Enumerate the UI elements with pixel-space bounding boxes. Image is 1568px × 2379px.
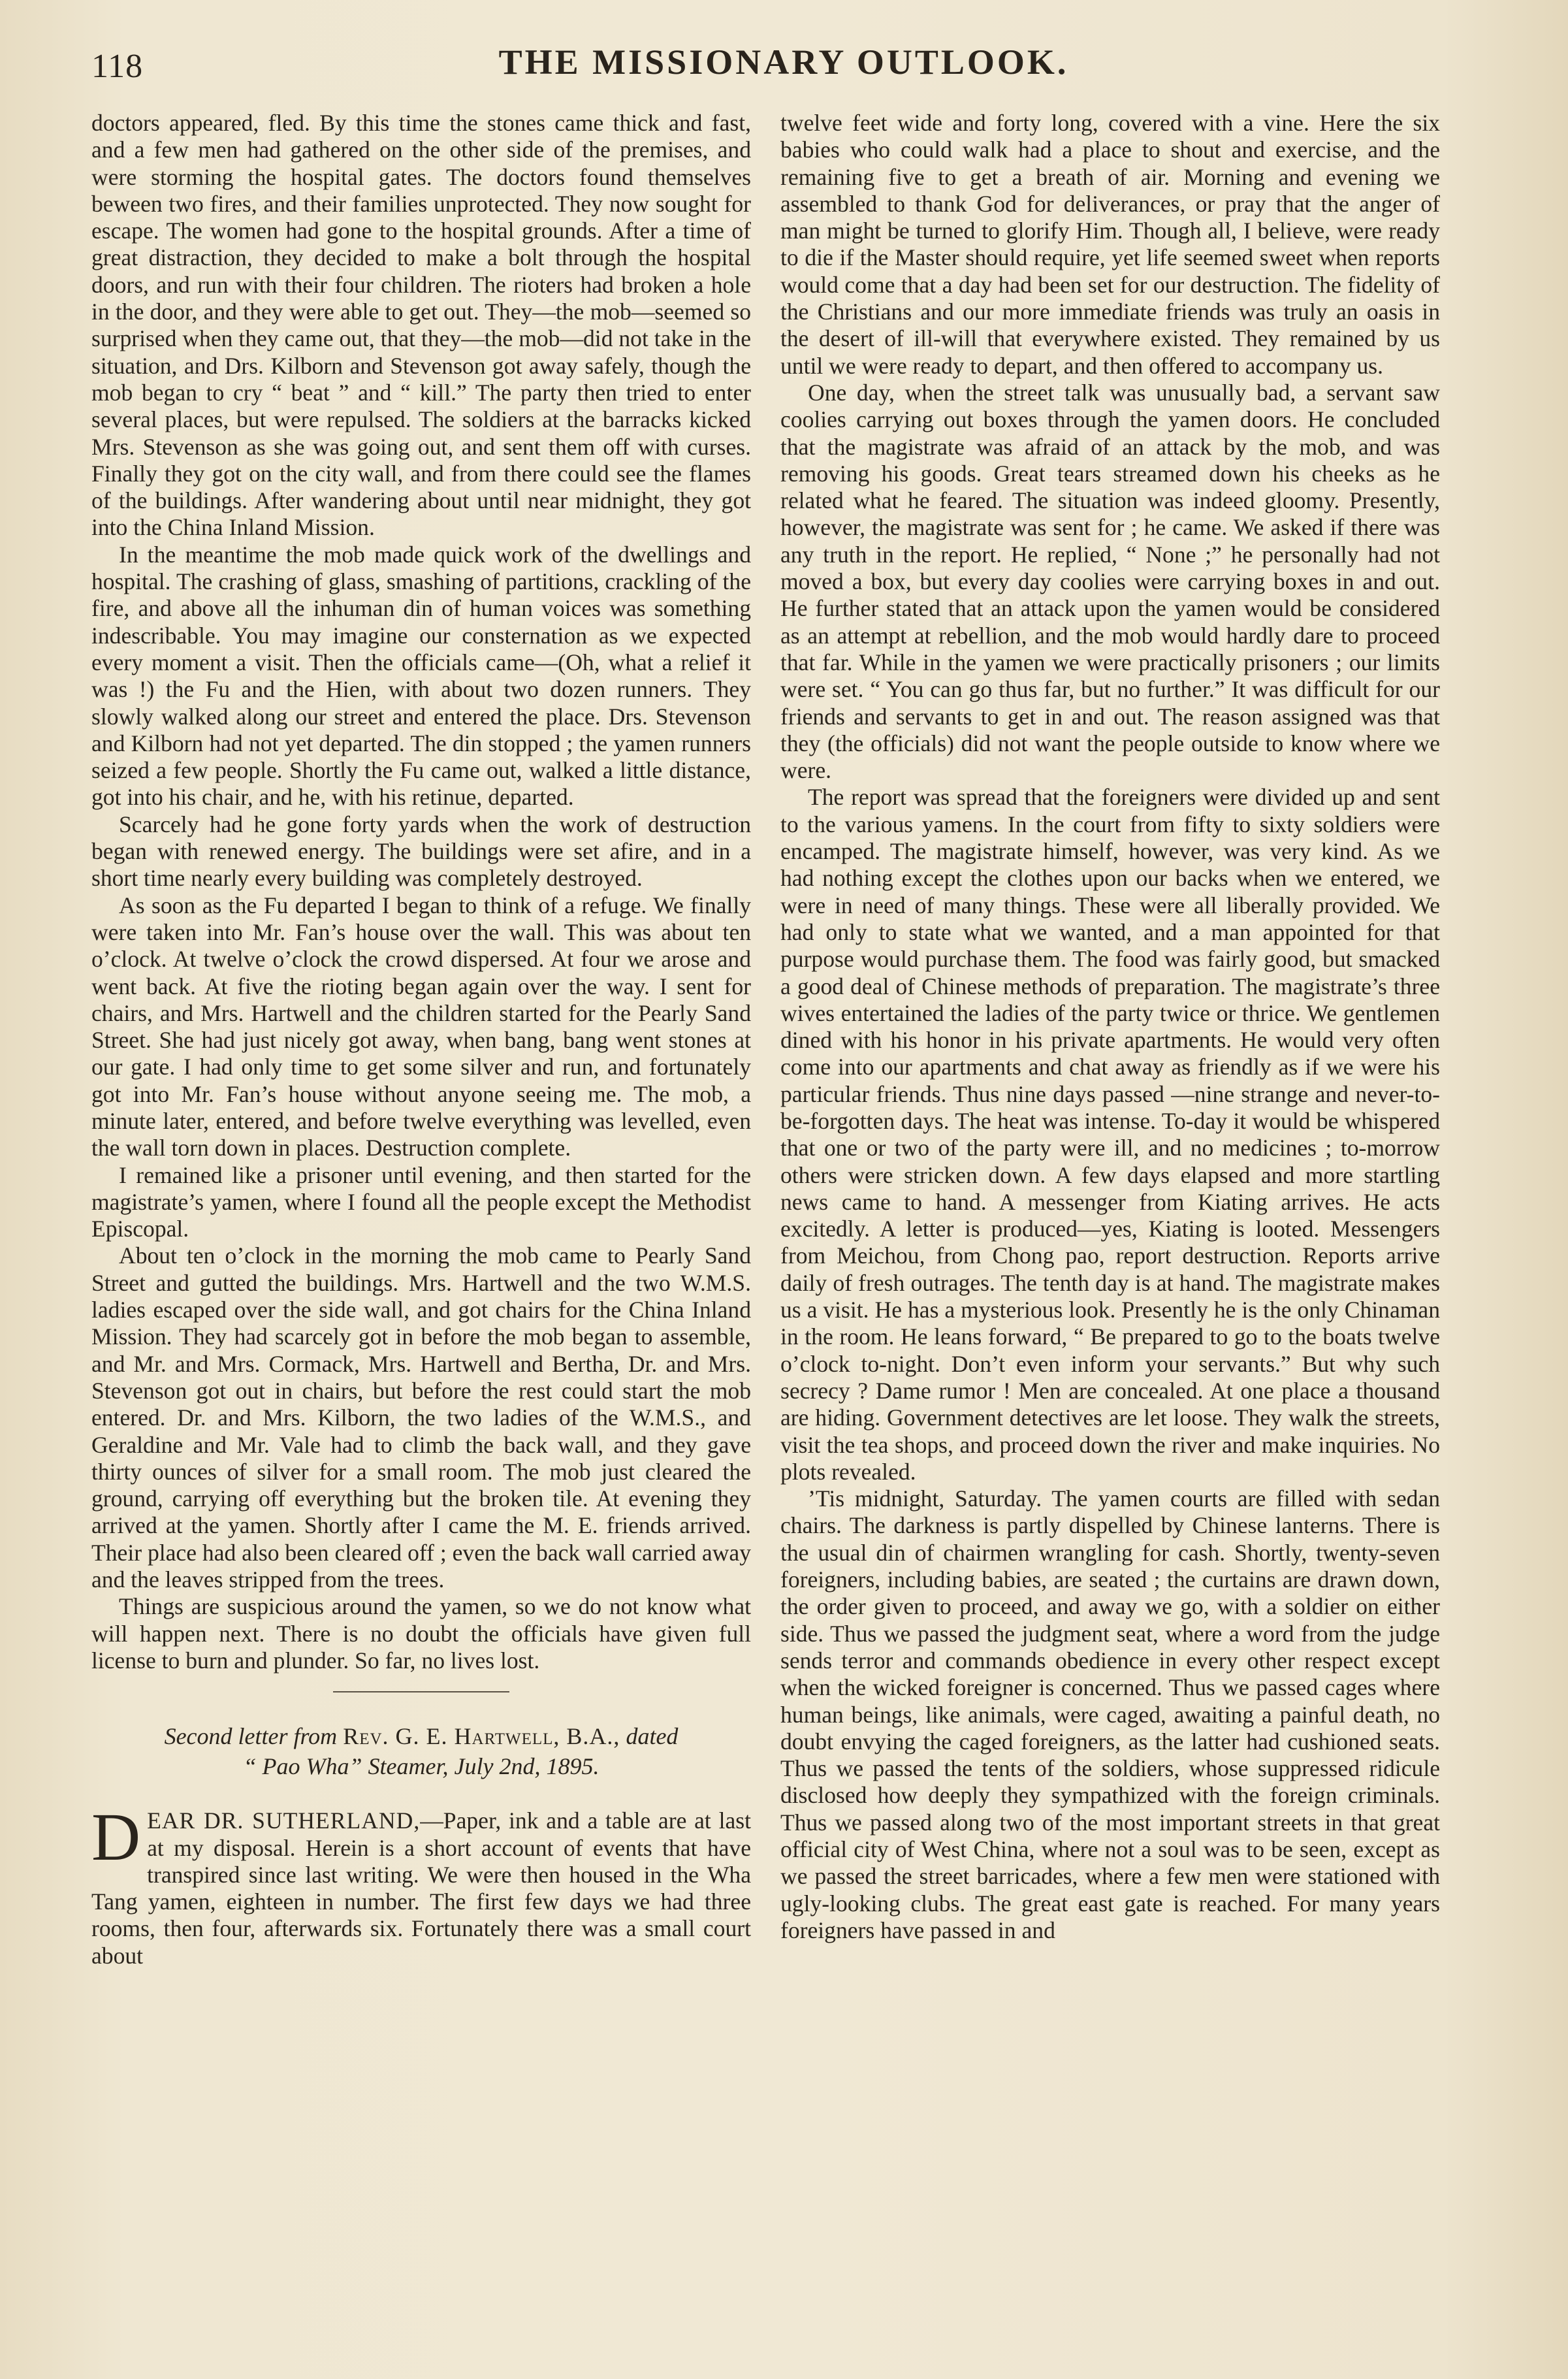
right-column: [780, 110, 1440, 1944]
section-divider: [333, 1691, 509, 1692]
letter-heading-author: Rev. G. E. Hartwell, B.A.,: [343, 1723, 620, 1750]
left-column: [91, 110, 751, 1969]
paragraph: twelve feet wide and forty long, covered with a vine. Here the six babies who could walk had a place to shout and exercise, and the remaining five to get a breath of air. Morning and evening we assembled to thank God for deliverances, or pray that the anger of man might be turned to glorify Him. Though all, I believe, were ready to die if the Master should require, yet life seemed sweet when reports would come that a day had been set for our destruction. The fidelity of the Christians and our more immediate friends was truly an oasis in the desert of ill-will that everywhere existed. They remained by us until we were ready to depart, and then offered to accompany us.: [780, 110, 1440, 379]
paragraph: Scarcely had he gone forty yards when the work of destruction began with renewed energy. The buildings were set afire, and in a short time nearly every building was completely destroyed.: [91, 811, 751, 892]
paragraph: About ten o’clock in the morning the mob came to Pearly Sand Street and gutted the buildings. Mrs. Hartwell and the two W.M.S. ladies escaped over the side wall, and got chairs for the China Inland Mission. They had scarcely got in before the mob began to assemble, and Mr. and Mrs. Cormack, Mrs. Hartwell and Bertha, Dr. and Mrs. Stevenson got out in chairs, but before the rest could start the mob entered. Dr. and Mrs. Kilborn, the two ladies of the W.M.S., and Geraldine and Mr. Vale had to climb the back wall, and they gave thirty ounces of silver for a small room. The mob just cleared the ground, carrying off everything but the broken tile. At evening they arrived at the yamen. Shortly after I came the M. E. friends arrived. Their place had also been cleared off ; even the back wall carried away and the leaves stripped from the trees.: [91, 1242, 751, 1593]
paragraph: As soon as the Fu departed I began to think of a refuge. We finally were taken into Mr. Fan’s house over the wall. This was about ten o’clock. At twelve o’clock the crowd dispersed. At four we arose and went back. At five the rioting began again over the way. I sent for chairs, and Mrs. Hartwell and the children started for the Pearly Sand Street. She had just nicely got away, when bang, bang went stones at our gate. I had only time to get some silver and run, and fortunately got into Mr. Fan’s house without anyone seeing me. The mob, a minute later, entered, and before twelve everything was levelled, even the wall torn down in places. Destruction complete.: [91, 892, 751, 1161]
page-header: [91, 39, 1476, 98]
drop-cap: D: [91, 1800, 141, 1875]
paragraph: doctors appeared, fled. By this time the stones came thick and fast, and a few men had gathered on the other side of the premises, and were storming the hospital gates. The doctors found themselves beween two fires, and their families unprotected. They now sought for escape. The women had gone to the hospital grounds. After a time of great distraction, they decided to make a bolt through the hospital doors, and run with their four children. The rioters had broken a hole in the door, and they were able to get out. They—the mob—seemed so surprised when they came out, that they—the mob—did not take in the situation, and Drs. Kilborn and Stevenson got away safely, though the mob began to cry “ beat ” and “ kill.” The party then tried to enter several places, but were repulsed. The soldiers at the barracks kicked Mrs. Stevenson as she was going out, and sent them off with curses. Finally they got on the city wall, and from there could see the flames of the buildings. After wandering about until near midnight, they got into the China Inland Mission.: [91, 110, 751, 541]
letter-heading: [91, 1721, 751, 1781]
letter-opening-text: —Paper, ink and a table are at last at my disposal. Herein is a short account of events that have transpired since last writing. We were then housed in the Wha Tang yamen, eighteen in number. The first few days we had three rooms, then four, afterwards six. Fortunately there was a small court about: [91, 1807, 751, 1969]
paragraph: In the meantime the mob made quick work of the dwellings and hospital. The crashing of glass, smashing of partitions, crackling of the fire, and above all the inhuman din of human voices was something indescribable. You may imagine our consternation as we expected every moment a visit. Then the officials came—(Oh, what a relief it was !) the Fu and the Hien, with about two dozen runners. They slowly walked along our street and entered the place. Drs. Stevenson and Kilborn had not yet departed. The din stopped ; the yamen runners seized a few people. Shortly the Fu came out, walked a little distance, got into his chair, and he, with his retinue, departed.: [91, 541, 751, 811]
paragraph: Things are suspicious around the yamen, so we do not know what will happen next. There is no doubt the officials have given full license to burn and plunder. So far, no lives lost.: [91, 1593, 751, 1674]
paragraph: One day, when the street talk was unusually bad, a servant saw coolies carrying out boxes through the yamen doors. He concluded that the magistrate was afraid of an attack by the mob, and was removing his goods. Great tears streamed down his cheeks as he related what he feared. The situation was indeed gloomy. Presently, however, the magistrate was sent for ; he came. We asked if there was any truth in the report. He replied, “ None ;” he personally had not moved a box, but every day coolies were carrying boxes in and out. He further stated that an attack upon the yamen would be considered as an attempt at rebellion, and the mob would hardly dare to proceed that far. While in the yamen we were practically prisoners ; our limits were set. “ You can go thus far, but no further.” It was difficult for our friends and servants to get in and out. The reason assigned was that they (the officials) did not want the people outside to know where we were.: [780, 379, 1440, 784]
page-number: 118: [91, 48, 144, 85]
letter-heading-intro: Second letter from: [164, 1723, 338, 1750]
paragraph: The report was spread that the foreigners were divided up and sent to the various yamens. In the court from fifty to sixty soldiers were encamped. The magistrate himself, however, was very kind. As we had nothing except the clothes upon our backs when we entered, we were in need of many things. These were all liberally provided. We had only to state what we wanted, and a man appointed for that purpose would purchase them. The food was fairly good, but smacked a good deal of Chinese methods of preparation. The magistrate’s three wives entertained the ladies of the party twice or thrice. We gentlemen dined with his honor in his private apartments. He would very often come into our apartments and chat away as friendly as if we were his particular friends. Thus nine days passed —nine strange and never-to-be-forgotten days. The heat was intense. To-day it would be whispered that one or two of the party were ill, and no medicines ; to-morrow others were stricken down. A few days elapsed and more startling news came to hand. A messenger from Kiating arrives. He acts excitedly. A letter is produced—yes, Kiating is looted. Messengers from Meichou, from Chong pao, report destruction. Reports arrive daily of fresh outrages. The tenth day is at hand. The magistrate makes us a visit. He has a mysterious look. Presently he is the only Chinaman in the room. He leans forward, “ Be prepared to go to the boats twelve o’clock to-night. Don’t even inform your servants.” But why such secrecy ? Dame rumor ! Men are concealed. At one place a thousand are hiding. Government detectives are let loose. They walk the streets, visit the tea shops, and proceed down the river and make inquiries. No plots revealed.: [780, 784, 1440, 1485]
letter-heading-place-date: “ Pao Wha” Steamer, July 2nd, 1895.: [243, 1753, 600, 1780]
letter-opening-paragraph: [91, 1800, 751, 1969]
running-head: THE MISSIONARY OUTLOOK.: [498, 42, 1069, 82]
letter-salutation: EAR DR. SUTHERLAND,: [147, 1807, 421, 1834]
paragraph: I remained like a prisoner until evening, and then started for the magistrate’s yamen, where I found all the people except the Methodist Episcopal.: [91, 1161, 751, 1242]
letter-heading-dated: dated: [626, 1723, 679, 1750]
letter-opening: [91, 1800, 751, 1969]
paragraph: ’Tis midnight, Saturday. The yamen courts are filled with sedan chairs. The darkness is partly dispelled by Chinese lanterns. There is the usual din of chairmen wrangling for cash. Shortly, twenty-seven foreigners, including babies, are seated ; the curtains are drawn down, the order given to proceed, and away we go, with a soldier on either side. Thus we passed the judgment seat, where a word from the judge sends terror and commands obedience in every other respect except when the wicked foreigner is concerned. Thus we passed cages where human beings, like animals, were caged, awaiting a painful death, no doubt envying the caged foreigners, as the latter had cushioned seats. Thus we passed the tents of the soldiers, whose suppressed ridicule disclosed how deeply they sympathized with the foreign criminals. Thus we passed along two of the most important streets in that great official city of West China, where not a soul was to be seen, except as we passed the street barricades, where a few men were stationed with ugly-looking clubs. The great east gate is reached. For many years foreigners have passed in and: [780, 1485, 1440, 1943]
